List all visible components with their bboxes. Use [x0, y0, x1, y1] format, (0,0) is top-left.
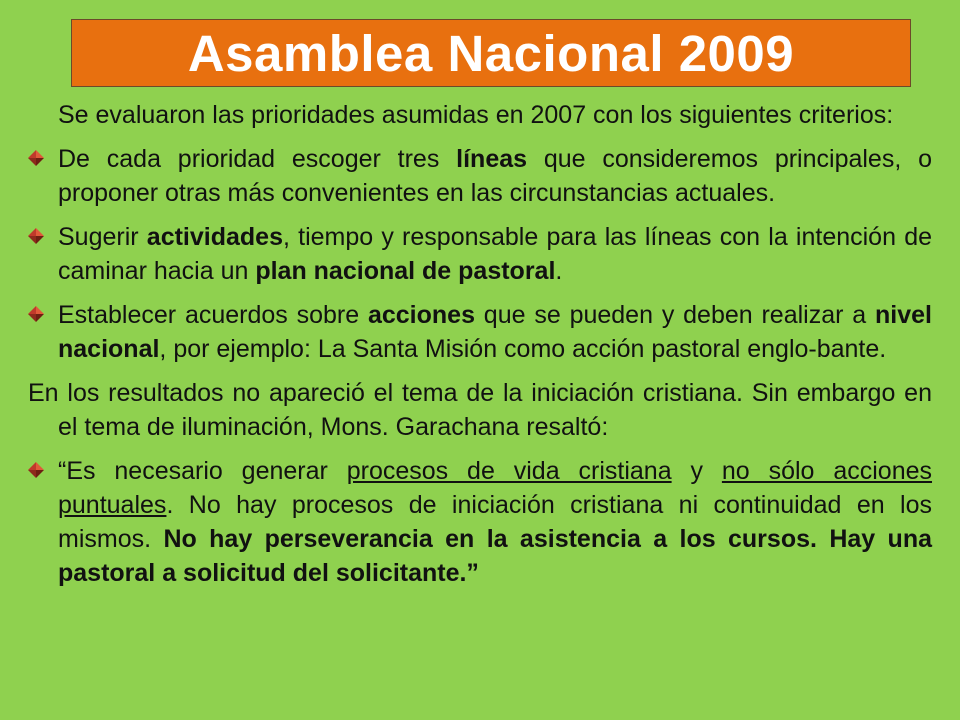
bullet3-text-2: que se pueden y deben realizar a: [474, 301, 876, 329]
quote-text-1: “Es necesario generar: [58, 457, 347, 485]
diamond-bullet-icon: [28, 462, 44, 478]
bullet-item-actividades: [28, 220, 932, 288]
slide-body: [28, 98, 932, 590]
bullet1-text-2: que consideremos principales, o proponer otras más convenientes en las circunstancias actuales.: [58, 145, 932, 207]
results-paragraph: [28, 376, 932, 444]
diamond-bullet-icon: [28, 306, 44, 322]
bullet3-bold-2: nivel nacional: [58, 301, 932, 363]
bullet3-text-3: , por ejemplo: La Santa Misión como acción pastoral englo-bante.: [159, 335, 887, 363]
diamond-bullet-icon: [28, 150, 44, 166]
bullet2-bold-2: plan nacional de pastoral: [255, 257, 556, 285]
bullet1-text-1: De cada prioridad escoger tres: [58, 145, 457, 173]
intro-text: Se evaluaron las prioridades asumidas en 2007 con los siguientes criterios:: [58, 101, 894, 129]
quote-underline-1: procesos de vida cristiana: [346, 457, 672, 485]
quote-text-3: . No hay procesos de iniciación cristiana ni continuidad en los mismos.: [58, 491, 932, 553]
bullet3-text-1: Establecer acuerdos sobre: [58, 301, 368, 329]
bullet-item-acciones: [28, 298, 932, 366]
bullet2-text-3: .: [555, 257, 563, 285]
bullet2-text-2: , tiempo y responsable para las líneas con la intención de caminar hacia un: [58, 223, 932, 285]
slide-title: Asamblea Nacional 2009: [187, 24, 795, 82]
bullet-item-lineas: [28, 142, 932, 210]
bullet1-bold-1: líneas: [456, 145, 528, 173]
quote-text-2: y: [671, 457, 722, 485]
bullet3-bold-1: acciones: [367, 301, 475, 329]
title-banner: [71, 19, 911, 87]
bullet-item-quote: [28, 454, 932, 590]
results-text: En los resultados no apareció el tema de la iniciación cristiana. Sin embargo en el tema de iluminación, Mons. Garachana resaltó:: [28, 379, 932, 441]
quote-bold-1: No hay perseverancia en la asistencia a los cursos. Hay una pastoral a solicitud del solicitante.”: [58, 525, 933, 587]
bullet2-text-1: Sugerir: [58, 223, 147, 251]
quote-underline-2: no sólo acciones puntuales: [58, 457, 933, 519]
intro-paragraph: [28, 98, 932, 132]
bullet2-bold-1: actividades: [146, 223, 283, 251]
diamond-bullet-icon: [28, 228, 44, 244]
